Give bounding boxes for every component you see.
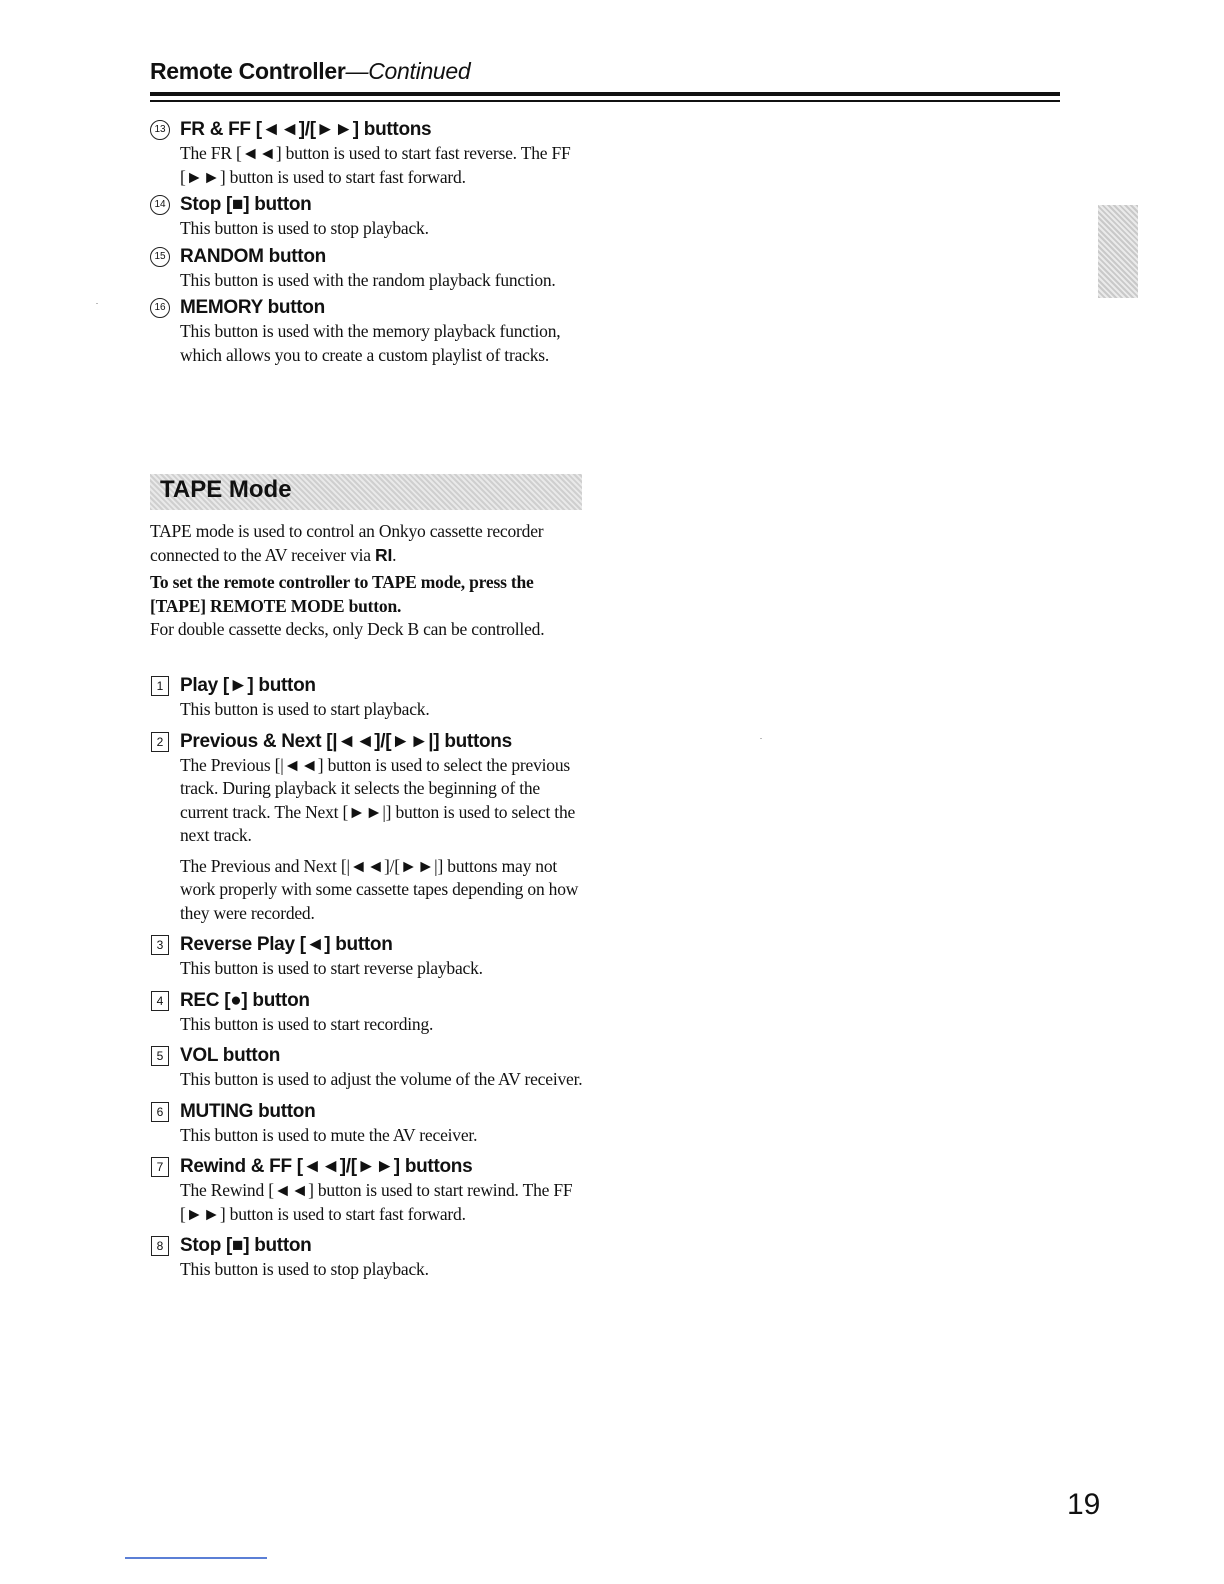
header-rule-thin — [150, 100, 1060, 102]
item-number: 14 — [150, 195, 170, 215]
item-body: The FR [◄◄] button is used to start fast reverse. The FF [►►] button is used to start fast forward. — [180, 143, 571, 187]
tape-items — [150, 674, 590, 1282]
tape-item-6 — [150, 1100, 590, 1148]
item-body: This button is used with the random playback function. — [180, 269, 556, 290]
item-title: MUTING button — [180, 1100, 316, 1122]
item-body: This button is used to adjust the volume of the AV receiver. — [180, 1069, 583, 1089]
tape-intro — [150, 520, 590, 642]
item-body: The Previous [|◄◄] button is used to select the previous track. During playback it selects the beginning of the current track. The Next [►►|] button is used to select the next track. — [180, 754, 576, 845]
item-number: 5 — [151, 1046, 169, 1066]
instruction-text: To set the remote controller to TAPE mode, press the [TAPE] REMOTE MODE button. — [150, 572, 534, 616]
tape-item-8 — [150, 1234, 590, 1282]
top-section — [150, 118, 590, 367]
tape-item-5 — [150, 1044, 590, 1092]
header-rule-thick — [150, 92, 1060, 96]
item-number: 3 — [151, 935, 169, 955]
item-body: This button is used to stop playback. — [180, 218, 429, 238]
item-title: Stop [■] button — [180, 194, 312, 215]
tape-item-3 — [150, 933, 590, 981]
tape-item-7 — [150, 1155, 590, 1226]
item-number: 13 — [150, 120, 170, 140]
item-number: 16 — [150, 298, 170, 318]
page-header — [150, 58, 1060, 85]
item-title: Stop [■] button — [180, 1235, 312, 1256]
item-title: Play [►] button — [180, 675, 316, 696]
item-number: 1 — [151, 676, 169, 696]
item-number: 7 — [151, 1157, 169, 1177]
item-body-note: The Previous and Next [|◄◄]/[►►|] buttons may not work properly with some cassette tapes depending on how they were recorded. — [180, 855, 579, 923]
item-14 — [150, 193, 590, 241]
intro-text: TAPE mode is used to control an Onkyo cassette recorder connected to the AV receiver via RI. — [150, 521, 544, 565]
item-body: This button is used to stop playback. — [180, 1259, 429, 1279]
page-number: 19 — [1067, 1488, 1101, 1521]
scan-speck — [760, 738, 762, 739]
banner-title: TAPE Mode — [160, 476, 292, 503]
item-body: This button is used to start recording. — [180, 1013, 434, 1034]
item-number: 15 — [150, 247, 170, 267]
header-continued: —Continued — [345, 58, 471, 84]
item-title: FR & FF [◄◄]/[►►] buttons — [180, 119, 432, 140]
item-title: Reverse Play [◄] button — [180, 934, 393, 955]
item-title: REC [●] button — [180, 989, 310, 1011]
section-side-tab — [1098, 205, 1138, 298]
item-title: Rewind & FF [◄◄]/[►►] buttons — [180, 1156, 473, 1177]
item-13 — [150, 118, 590, 189]
item-body: This button is used with the memory playback function, which allows you to create a custom playlist of tracks. — [180, 321, 561, 365]
tape-item-1 — [150, 674, 590, 722]
header-title: Remote Controller—Continued — [150, 58, 471, 84]
item-title: Previous & Next [|◄◄]/[►►|] buttons — [180, 730, 512, 752]
item-title: MEMORY button — [180, 297, 325, 318]
item-16 — [150, 296, 590, 367]
item-title: VOL button — [180, 1045, 281, 1066]
note-text: For double cassette decks, only Deck B can be controlled. — [150, 619, 545, 639]
tape-item-4 — [150, 989, 590, 1037]
item-body: The Rewind [◄◄] button is used to start rewind. The FF [►►] button is used to start fast forward. — [180, 1180, 573, 1224]
item-number: 2 — [151, 732, 169, 752]
item-body: This button is used to start playback. — [180, 699, 430, 719]
scan-speck — [96, 303, 98, 304]
bottom-line — [125, 1557, 267, 1559]
item-number: 8 — [151, 1236, 169, 1256]
item-title: RANDOM button — [180, 245, 326, 267]
tape-item-2 — [150, 730, 590, 926]
item-number: 4 — [151, 991, 169, 1011]
ri-icon: RI — [375, 544, 393, 565]
item-15 — [150, 245, 590, 293]
item-body: This button is used to start reverse playback. — [180, 958, 483, 978]
tape-mode-banner — [150, 474, 582, 510]
item-number: 6 — [151, 1102, 169, 1122]
item-body: This button is used to mute the AV receiver. — [180, 1124, 478, 1145]
